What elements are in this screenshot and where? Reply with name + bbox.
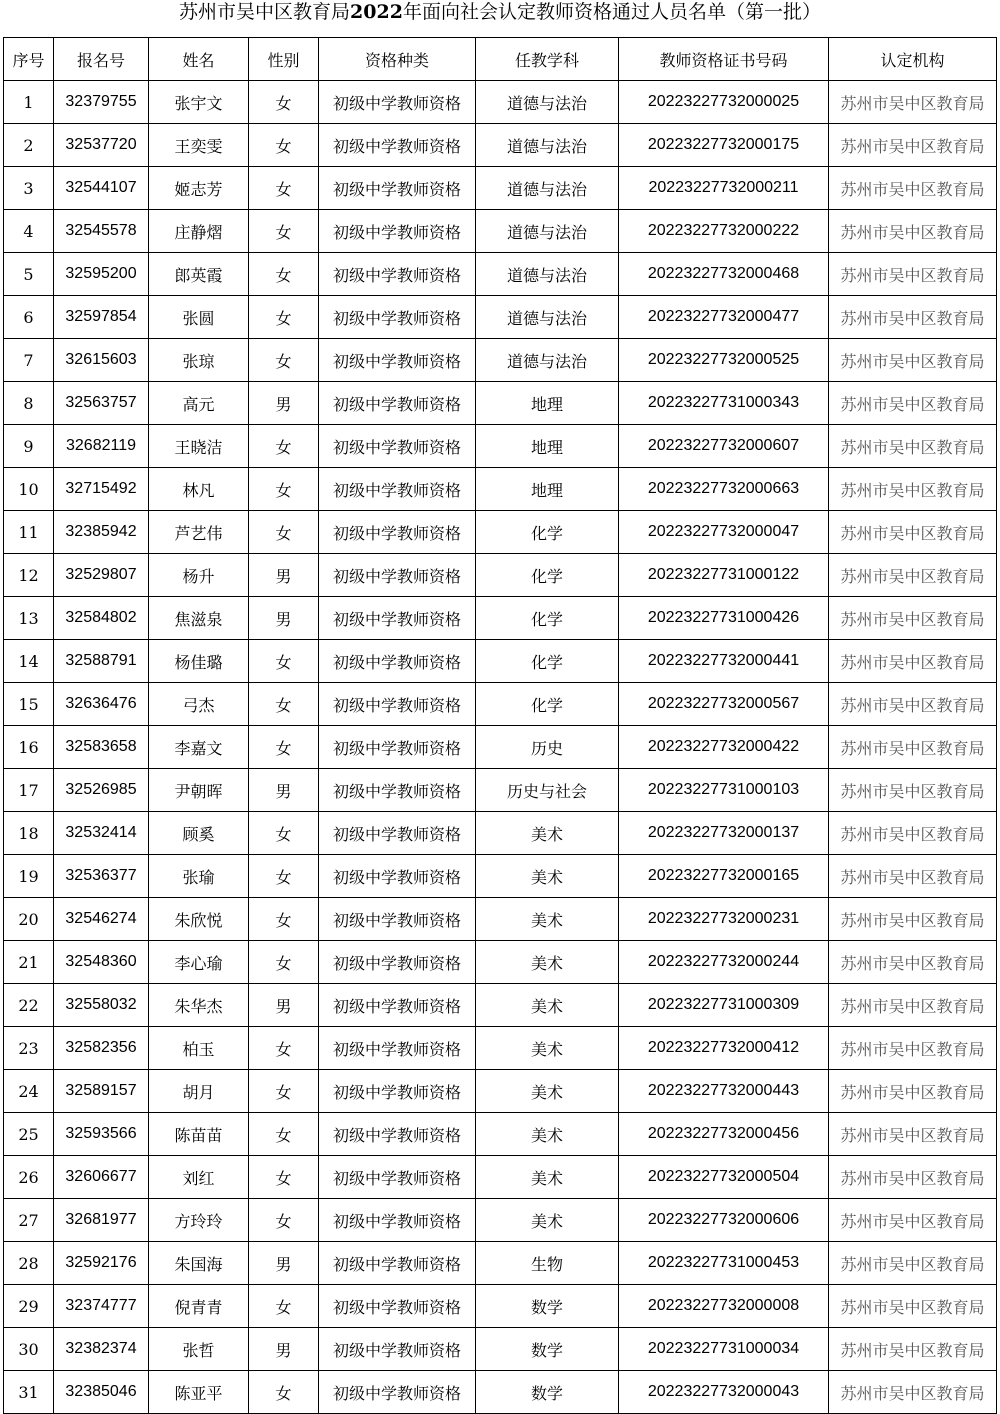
cell-gender: 女 — [249, 1027, 319, 1070]
cell-certificate-number: 20223227732000175 — [619, 124, 829, 167]
cell-qualification-type: 初级中学教师资格 — [319, 1242, 476, 1285]
cell-qualification-type: 初级中学教师资格 — [319, 1371, 476, 1414]
cell-subject: 地理 — [476, 382, 619, 425]
cell-certifying-agency: 苏州市吴中区教育局 — [829, 1156, 997, 1199]
cell-qualification-type: 初级中学教师资格 — [319, 1156, 476, 1199]
cell-name: 尹朝晖 — [149, 769, 249, 812]
cell-certifying-agency: 苏州市吴中区教育局 — [829, 253, 997, 296]
cell-registration-number: 32379755 — [54, 81, 149, 124]
cell-subject: 地理 — [476, 425, 619, 468]
cell-subject: 化学 — [476, 597, 619, 640]
cell-seq: 18 — [4, 812, 54, 855]
table-row — [4, 640, 997, 683]
cell-seq: 9 — [4, 425, 54, 468]
cell-certifying-agency: 苏州市吴中区教育局 — [829, 941, 997, 984]
cell-qualification-type: 初级中学教师资格 — [319, 941, 476, 984]
cell-seq: 15 — [4, 683, 54, 726]
cell-seq: 6 — [4, 296, 54, 339]
cell-gender: 女 — [249, 1199, 319, 1242]
title-year: 2022 — [350, 1, 403, 23]
cell-registration-number: 32529807 — [54, 554, 149, 597]
cell-certificate-number: 20223227732000422 — [619, 726, 829, 769]
cell-name: 刘红 — [149, 1156, 249, 1199]
cell-qualification-type: 初级中学教师资格 — [319, 167, 476, 210]
cell-registration-number: 32563757 — [54, 382, 149, 425]
cell-certifying-agency: 苏州市吴中区教育局 — [829, 1113, 997, 1156]
cell-registration-number: 32536377 — [54, 855, 149, 898]
cell-gender: 女 — [249, 296, 319, 339]
cell-seq: 12 — [4, 554, 54, 597]
table-row — [4, 812, 997, 855]
cell-registration-number: 32595200 — [54, 253, 149, 296]
cell-subject: 道德与法治 — [476, 253, 619, 296]
cell-certifying-agency: 苏州市吴中区教育局 — [829, 1371, 997, 1414]
cell-name: 顾奚 — [149, 812, 249, 855]
cell-gender: 女 — [249, 253, 319, 296]
table-row — [4, 1242, 997, 1285]
cell-subject: 道德与法治 — [476, 296, 619, 339]
cell-gender: 女 — [249, 511, 319, 554]
cell-registration-number: 32385046 — [54, 1371, 149, 1414]
table-row — [4, 511, 997, 554]
cell-certificate-number: 20223227732000606 — [619, 1199, 829, 1242]
cell-certifying-agency: 苏州市吴中区教育局 — [829, 683, 997, 726]
cell-gender: 女 — [249, 941, 319, 984]
cell-certifying-agency: 苏州市吴中区教育局 — [829, 769, 997, 812]
cell-qualification-type: 初级中学教师资格 — [319, 124, 476, 167]
cell-name: 倪青青 — [149, 1285, 249, 1328]
cell-seq: 20 — [4, 898, 54, 941]
table-row — [4, 1199, 997, 1242]
cell-gender: 女 — [249, 1113, 319, 1156]
cell-certificate-number: 20223227731000343 — [619, 382, 829, 425]
table-row — [4, 124, 997, 167]
table-row — [4, 339, 997, 382]
cell-qualification-type: 初级中学教师资格 — [319, 898, 476, 941]
cell-name: 杨佳璐 — [149, 640, 249, 683]
cell-gender: 女 — [249, 468, 319, 511]
cell-seq: 14 — [4, 640, 54, 683]
cell-seq: 10 — [4, 468, 54, 511]
cell-certifying-agency: 苏州市吴中区教育局 — [829, 81, 997, 124]
cell-certificate-number: 20223227731000122 — [619, 554, 829, 597]
cell-name: 王奕雯 — [149, 124, 249, 167]
cell-name: 林凡 — [149, 468, 249, 511]
cell-gender: 女 — [249, 726, 319, 769]
cell-gender: 女 — [249, 683, 319, 726]
cell-subject: 美术 — [476, 941, 619, 984]
cell-certificate-number: 20223227732000047 — [619, 511, 829, 554]
table-row — [4, 1285, 997, 1328]
table-row — [4, 855, 997, 898]
title-prefix: 苏州市吴中区教育局 — [179, 1, 351, 23]
cell-gender: 女 — [249, 1371, 319, 1414]
cell-qualification-type: 初级中学教师资格 — [319, 1113, 476, 1156]
cell-certifying-agency: 苏州市吴中区教育局 — [829, 1199, 997, 1242]
cell-gender: 女 — [249, 1070, 319, 1113]
cell-seq: 2 — [4, 124, 54, 167]
cell-registration-number: 32593566 — [54, 1113, 149, 1156]
cell-seq: 3 — [4, 167, 54, 210]
cell-seq: 23 — [4, 1027, 54, 1070]
cell-gender: 女 — [249, 1156, 319, 1199]
cell-certifying-agency: 苏州市吴中区教育局 — [829, 1328, 997, 1371]
cell-certifying-agency: 苏州市吴中区教育局 — [829, 726, 997, 769]
cell-subject: 美术 — [476, 984, 619, 1027]
cell-certifying-agency: 苏州市吴中区教育局 — [829, 855, 997, 898]
cell-certificate-number: 20223227731000426 — [619, 597, 829, 640]
cell-seq: 19 — [4, 855, 54, 898]
cell-subject: 道德与法治 — [476, 339, 619, 382]
cell-seq: 30 — [4, 1328, 54, 1371]
cell-subject: 历史与社会 — [476, 769, 619, 812]
cell-name: 弓杰 — [149, 683, 249, 726]
table-row — [4, 683, 997, 726]
cell-name: 张哲 — [149, 1328, 249, 1371]
cell-qualification-type: 初级中学教师资格 — [319, 683, 476, 726]
table-row — [4, 769, 997, 812]
cell-name: 庄静熠 — [149, 210, 249, 253]
table-row — [4, 1156, 997, 1199]
cell-certifying-agency: 苏州市吴中区教育局 — [829, 167, 997, 210]
cell-gender: 女 — [249, 1285, 319, 1328]
cell-gender: 女 — [249, 339, 319, 382]
table-row — [4, 1113, 997, 1156]
table-row — [4, 554, 997, 597]
cell-qualification-type: 初级中学教师资格 — [319, 984, 476, 1027]
cell-seq: 16 — [4, 726, 54, 769]
cell-gender: 男 — [249, 769, 319, 812]
cell-subject: 化学 — [476, 683, 619, 726]
cell-seq: 21 — [4, 941, 54, 984]
roster-table — [3, 37, 997, 1414]
table-row — [4, 425, 997, 468]
cell-qualification-type: 初级中学教师资格 — [319, 339, 476, 382]
cell-certificate-number: 20223227732000443 — [619, 1070, 829, 1113]
cell-name: 朱华杰 — [149, 984, 249, 1027]
cell-name: 李心瑜 — [149, 941, 249, 984]
cell-qualification-type: 初级中学教师资格 — [319, 855, 476, 898]
cell-qualification-type: 初级中学教师资格 — [319, 640, 476, 683]
cell-certificate-number: 20223227732000468 — [619, 253, 829, 296]
cell-seq: 8 — [4, 382, 54, 425]
cell-certificate-number: 20223227732000456 — [619, 1113, 829, 1156]
table-row — [4, 1027, 997, 1070]
table-row — [4, 941, 997, 984]
cell-qualification-type: 初级中学教师资格 — [319, 382, 476, 425]
cell-registration-number: 32589157 — [54, 1070, 149, 1113]
cell-certificate-number: 20223227732000137 — [619, 812, 829, 855]
cell-gender: 女 — [249, 425, 319, 468]
table-row — [4, 382, 997, 425]
cell-certificate-number: 20223227732000211 — [619, 167, 829, 210]
cell-qualification-type: 初级中学教师资格 — [319, 468, 476, 511]
cell-qualification-type: 初级中学教师资格 — [319, 425, 476, 468]
cell-name: 张宇文 — [149, 81, 249, 124]
cell-qualification-type: 初级中学教师资格 — [319, 210, 476, 253]
cell-name: 方玲玲 — [149, 1199, 249, 1242]
cell-name: 李嘉文 — [149, 726, 249, 769]
cell-seq: 25 — [4, 1113, 54, 1156]
cell-registration-number: 32546274 — [54, 898, 149, 941]
cell-qualification-type: 初级中学教师资格 — [319, 253, 476, 296]
table-row — [4, 81, 997, 124]
cell-gender: 男 — [249, 984, 319, 1027]
cell-name: 柏玉 — [149, 1027, 249, 1070]
cell-certificate-number: 20223227732000525 — [619, 339, 829, 382]
cell-subject: 道德与法治 — [476, 167, 619, 210]
cell-registration-number: 32582356 — [54, 1027, 149, 1070]
cell-certifying-agency: 苏州市吴中区教育局 — [829, 1285, 997, 1328]
cell-name: 朱国海 — [149, 1242, 249, 1285]
table-row — [4, 726, 997, 769]
cell-certifying-agency: 苏州市吴中区教育局 — [829, 124, 997, 167]
cell-gender: 男 — [249, 554, 319, 597]
cell-qualification-type: 初级中学教师资格 — [319, 511, 476, 554]
cell-certifying-agency: 苏州市吴中区教育局 — [829, 554, 997, 597]
cell-qualification-type: 初级中学教师资格 — [319, 726, 476, 769]
cell-gender: 女 — [249, 640, 319, 683]
cell-qualification-type: 初级中学教师资格 — [319, 1070, 476, 1113]
cell-name: 郎英霞 — [149, 253, 249, 296]
cell-registration-number: 32597854 — [54, 296, 149, 339]
cell-registration-number: 32537720 — [54, 124, 149, 167]
cell-gender: 男 — [249, 597, 319, 640]
cell-certifying-agency: 苏州市吴中区教育局 — [829, 812, 997, 855]
cell-registration-number: 32682119 — [54, 425, 149, 468]
document-title — [0, 0, 1000, 30]
cell-registration-number: 32544107 — [54, 167, 149, 210]
cell-certificate-number: 20223227732000567 — [619, 683, 829, 726]
cell-registration-number: 32636476 — [54, 683, 149, 726]
cell-certificate-number: 20223227732000165 — [619, 855, 829, 898]
cell-registration-number: 32526985 — [54, 769, 149, 812]
cell-registration-number: 32532414 — [54, 812, 149, 855]
cell-name: 陈苗苗 — [149, 1113, 249, 1156]
table-row — [4, 468, 997, 511]
cell-qualification-type: 初级中学教师资格 — [319, 81, 476, 124]
cell-subject: 美术 — [476, 1156, 619, 1199]
cell-gender: 男 — [249, 382, 319, 425]
cell-name: 张圆 — [149, 296, 249, 339]
cell-seq: 11 — [4, 511, 54, 554]
table-body — [4, 81, 997, 1414]
table-row — [4, 1371, 997, 1414]
cell-certifying-agency: 苏州市吴中区教育局 — [829, 1027, 997, 1070]
cell-subject: 道德与法治 — [476, 81, 619, 124]
col-header-registration-number: 报名号 — [54, 38, 149, 81]
table-row — [4, 1070, 997, 1113]
cell-subject: 数学 — [476, 1328, 619, 1371]
cell-certificate-number: 20223227731000309 — [619, 984, 829, 1027]
cell-qualification-type: 初级中学教师资格 — [319, 1328, 476, 1371]
cell-name: 张琼 — [149, 339, 249, 382]
cell-gender: 女 — [249, 812, 319, 855]
cell-qualification-type: 初级中学教师资格 — [319, 597, 476, 640]
cell-certifying-agency: 苏州市吴中区教育局 — [829, 640, 997, 683]
cell-registration-number: 32545578 — [54, 210, 149, 253]
cell-subject: 数学 — [476, 1285, 619, 1328]
cell-registration-number: 32615603 — [54, 339, 149, 382]
cell-name: 芦艺伟 — [149, 511, 249, 554]
cell-qualification-type: 初级中学教师资格 — [319, 769, 476, 812]
cell-subject: 道德与法治 — [476, 124, 619, 167]
cell-registration-number: 32548360 — [54, 941, 149, 984]
cell-subject: 美术 — [476, 1199, 619, 1242]
cell-seq: 27 — [4, 1199, 54, 1242]
cell-certificate-number: 20223227731000034 — [619, 1328, 829, 1371]
col-header-certificate-number: 教师资格证书号码 — [619, 38, 829, 81]
cell-subject: 美术 — [476, 855, 619, 898]
table-header-row — [4, 38, 997, 81]
cell-gender: 女 — [249, 124, 319, 167]
cell-seq: 4 — [4, 210, 54, 253]
cell-certifying-agency: 苏州市吴中区教育局 — [829, 210, 997, 253]
cell-registration-number: 32385942 — [54, 511, 149, 554]
table-row — [4, 210, 997, 253]
cell-seq: 22 — [4, 984, 54, 1027]
cell-certificate-number: 20223227732000043 — [619, 1371, 829, 1414]
cell-name: 杨升 — [149, 554, 249, 597]
cell-subject: 化学 — [476, 640, 619, 683]
cell-certifying-agency: 苏州市吴中区教育局 — [829, 382, 997, 425]
col-header-certifying-agency: 认定机构 — [829, 38, 997, 81]
cell-subject: 美术 — [476, 898, 619, 941]
cell-name: 朱欣悦 — [149, 898, 249, 941]
cell-seq: 29 — [4, 1285, 54, 1328]
title-suffix: 年面向社会认定教师资格通过人员名单（第一批） — [402, 1, 821, 23]
col-header-name: 姓名 — [149, 38, 249, 81]
cell-seq: 26 — [4, 1156, 54, 1199]
cell-gender: 女 — [249, 210, 319, 253]
cell-subject: 化学 — [476, 511, 619, 554]
cell-qualification-type: 初级中学教师资格 — [319, 554, 476, 597]
cell-registration-number: 32558032 — [54, 984, 149, 1027]
cell-certificate-number: 20223227732000504 — [619, 1156, 829, 1199]
col-header-gender: 性别 — [249, 38, 319, 81]
cell-qualification-type: 初级中学教师资格 — [319, 1027, 476, 1070]
cell-subject: 美术 — [476, 812, 619, 855]
cell-subject: 化学 — [476, 554, 619, 597]
col-header-qualification-type: 资格种类 — [319, 38, 476, 81]
cell-qualification-type: 初级中学教师资格 — [319, 1199, 476, 1242]
cell-gender: 女 — [249, 167, 319, 210]
cell-subject: 生物 — [476, 1242, 619, 1285]
cell-certificate-number: 20223227732000231 — [619, 898, 829, 941]
cell-subject: 道德与法治 — [476, 210, 619, 253]
cell-gender: 女 — [249, 81, 319, 124]
cell-registration-number: 32382374 — [54, 1328, 149, 1371]
table-row — [4, 898, 997, 941]
cell-certifying-agency: 苏州市吴中区教育局 — [829, 898, 997, 941]
cell-qualification-type: 初级中学教师资格 — [319, 1285, 476, 1328]
cell-name: 焦滋泉 — [149, 597, 249, 640]
cell-certificate-number: 20223227732000663 — [619, 468, 829, 511]
cell-qualification-type: 初级中学教师资格 — [319, 812, 476, 855]
cell-name: 胡月 — [149, 1070, 249, 1113]
cell-registration-number: 32374777 — [54, 1285, 149, 1328]
table-row — [4, 984, 997, 1027]
cell-certifying-agency: 苏州市吴中区教育局 — [829, 1242, 997, 1285]
cell-certifying-agency: 苏州市吴中区教育局 — [829, 984, 997, 1027]
cell-certifying-agency: 苏州市吴中区教育局 — [829, 425, 997, 468]
cell-certificate-number: 20223227732000607 — [619, 425, 829, 468]
col-header-subject: 任教学科 — [476, 38, 619, 81]
cell-certificate-number: 20223227731000103 — [619, 769, 829, 812]
cell-certificate-number: 20223227732000244 — [619, 941, 829, 984]
cell-qualification-type: 初级中学教师资格 — [319, 296, 476, 339]
table-row — [4, 167, 997, 210]
cell-name: 王晓洁 — [149, 425, 249, 468]
cell-gender: 男 — [249, 1328, 319, 1371]
cell-subject: 地理 — [476, 468, 619, 511]
cell-certifying-agency: 苏州市吴中区教育局 — [829, 468, 997, 511]
col-header-seq: 序号 — [4, 38, 54, 81]
cell-certificate-number: 20223227732000008 — [619, 1285, 829, 1328]
cell-subject: 美术 — [476, 1027, 619, 1070]
table-row — [4, 1328, 997, 1371]
cell-certificate-number: 20223227732000222 — [619, 210, 829, 253]
table-row — [4, 253, 997, 296]
cell-name: 高元 — [149, 382, 249, 425]
cell-gender: 女 — [249, 898, 319, 941]
cell-registration-number: 32584802 — [54, 597, 149, 640]
cell-name: 张瑜 — [149, 855, 249, 898]
cell-certifying-agency: 苏州市吴中区教育局 — [829, 1070, 997, 1113]
cell-certifying-agency: 苏州市吴中区教育局 — [829, 597, 997, 640]
cell-certificate-number: 20223227732000441 — [619, 640, 829, 683]
cell-seq: 28 — [4, 1242, 54, 1285]
cell-seq: 31 — [4, 1371, 54, 1414]
cell-seq: 24 — [4, 1070, 54, 1113]
cell-subject: 美术 — [476, 1113, 619, 1156]
cell-certificate-number: 20223227732000477 — [619, 296, 829, 339]
cell-certifying-agency: 苏州市吴中区教育局 — [829, 339, 997, 382]
cell-seq: 1 — [4, 81, 54, 124]
cell-certificate-number: 20223227731000453 — [619, 1242, 829, 1285]
cell-seq: 17 — [4, 769, 54, 812]
cell-registration-number: 32606677 — [54, 1156, 149, 1199]
cell-gender: 女 — [249, 855, 319, 898]
cell-registration-number: 32715492 — [54, 468, 149, 511]
cell-seq: 13 — [4, 597, 54, 640]
cell-seq: 7 — [4, 339, 54, 382]
cell-registration-number: 32592176 — [54, 1242, 149, 1285]
cell-subject: 数学 — [476, 1371, 619, 1414]
cell-certificate-number: 20223227732000025 — [619, 81, 829, 124]
cell-certificate-number: 20223227732000412 — [619, 1027, 829, 1070]
cell-subject: 历史 — [476, 726, 619, 769]
cell-seq: 5 — [4, 253, 54, 296]
cell-certifying-agency: 苏州市吴中区教育局 — [829, 511, 997, 554]
cell-subject: 美术 — [476, 1070, 619, 1113]
cell-name: 姬志芳 — [149, 167, 249, 210]
cell-certifying-agency: 苏州市吴中区教育局 — [829, 296, 997, 339]
table-row — [4, 296, 997, 339]
cell-gender: 男 — [249, 1242, 319, 1285]
cell-registration-number: 32681977 — [54, 1199, 149, 1242]
table-row — [4, 597, 997, 640]
cell-registration-number: 32588791 — [54, 640, 149, 683]
cell-registration-number: 32583658 — [54, 726, 149, 769]
cell-name: 陈亚平 — [149, 1371, 249, 1414]
